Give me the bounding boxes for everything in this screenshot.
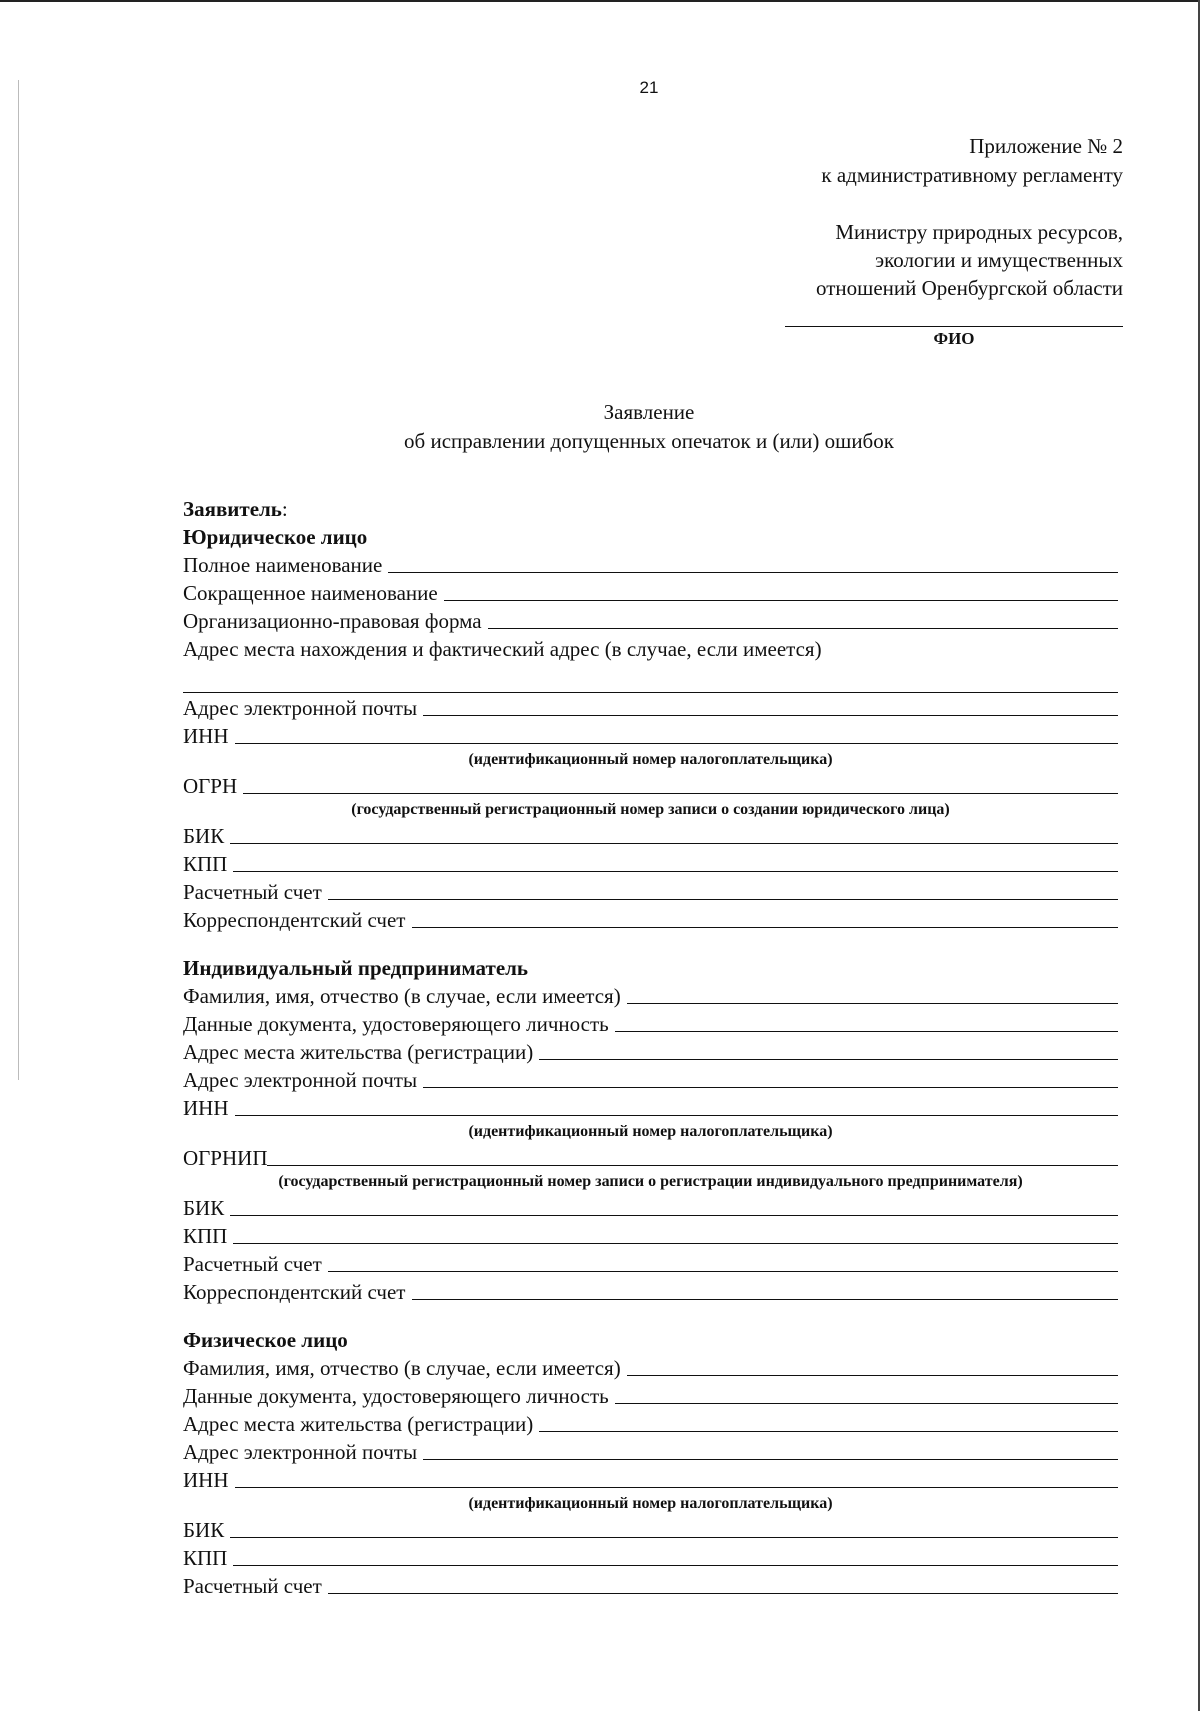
field-label: Адрес места жительства (регистрации)	[183, 1412, 534, 1436]
ie-email-field[interactable]	[423, 1087, 1118, 1088]
ie-id-document-field[interactable]	[615, 1031, 1118, 1032]
np-account-field[interactable]	[328, 1593, 1118, 1594]
np-residence-field[interactable]	[539, 1431, 1118, 1432]
legal-ogrn-caption: (государственный регистрационный номер записи о создании юридического лица)	[351, 801, 950, 818]
np-id-document-field[interactable]	[615, 1403, 1118, 1404]
ie-bik-field[interactable]	[230, 1215, 1118, 1216]
legal-account-field[interactable]	[328, 899, 1118, 900]
scan-border-top	[0, 0, 1200, 2]
field-label: БИК	[183, 1196, 225, 1220]
field-label: Расчетный счет	[183, 1574, 322, 1598]
legal-inn-field[interactable]	[235, 743, 1119, 744]
np-kpp-field[interactable]	[233, 1565, 1118, 1566]
legal-short-name-row	[183, 578, 1118, 606]
addressee-line-1: Министру природных ресурсов,	[835, 220, 1123, 244]
ie-kpp-field[interactable]	[233, 1243, 1118, 1244]
appendix-reference	[821, 132, 1123, 190]
field-label: Данные документа, удостоверяющего личность	[183, 1012, 609, 1036]
ie-email-row	[183, 1065, 1118, 1093]
np-residence-row	[183, 1409, 1118, 1437]
ie-corr-account-field[interactable]	[412, 1299, 1119, 1300]
field-label: ОГРНИП	[183, 1146, 268, 1170]
legal-bik-field[interactable]	[230, 843, 1118, 844]
section-spacer	[183, 933, 1118, 953]
ie-ogrnip-field[interactable]	[267, 1165, 1118, 1166]
page-number: 21	[639, 78, 659, 97]
np-bik-row	[183, 1515, 1118, 1543]
field-label: Корреспондентский счет	[183, 908, 406, 932]
legal-address-label: Адрес места нахождения и фактический адрес (в случае, если имеется)	[183, 637, 822, 661]
legal-inn-row	[183, 721, 1118, 749]
ie-inn-row	[183, 1093, 1118, 1121]
field-label: Адрес электронной почты	[183, 1068, 418, 1092]
ie-bik-row	[183, 1193, 1118, 1221]
ie-kpp-row	[183, 1221, 1118, 1249]
applicant-colon: :	[281, 497, 288, 521]
legal-kpp-row	[183, 849, 1118, 877]
field-label: Корреспондентский счет	[183, 1280, 406, 1304]
applicant-heading	[183, 494, 1118, 522]
ie-full-name-field[interactable]	[627, 1003, 1118, 1004]
legal-form-row	[183, 606, 1118, 634]
legal-email-field[interactable]	[423, 715, 1118, 716]
field-label: Сокращенное наименование	[183, 581, 438, 605]
np-bik-field[interactable]	[230, 1537, 1118, 1538]
ie-ogrnip-caption: (государственный регистрационный номер записи о регистрации индивидуального предпринимателя)	[278, 1173, 1023, 1190]
field-label: Фамилия, имя, отчество (в случае, если имеется)	[183, 984, 621, 1008]
field-label: БИК	[183, 824, 225, 848]
field-label: ОГРН	[183, 774, 238, 798]
addressee-block	[816, 218, 1123, 302]
field-label: КПП	[183, 1224, 228, 1248]
legal-full-name-field[interactable]	[388, 572, 1118, 573]
field-label: Адрес места жительства (регистрации)	[183, 1040, 534, 1064]
addressee-line-2: экологии и имущественных	[875, 248, 1123, 272]
field-label: БИК	[183, 1518, 225, 1542]
field-label: Расчетный счет	[183, 1252, 322, 1276]
field-label: Данные документа, удостоверяющего личность	[183, 1384, 609, 1408]
legal-corr-account-field[interactable]	[412, 927, 1119, 928]
legal-email-row	[183, 693, 1118, 721]
field-label: Адрес электронной почты	[183, 1440, 418, 1464]
ie-inn-caption: (идентификационный номер налогоплательщика)	[468, 1123, 833, 1140]
legal-account-row	[183, 877, 1118, 905]
np-inn-field[interactable]	[235, 1487, 1119, 1488]
np-full-name-row	[183, 1353, 1118, 1381]
ie-residence-row	[183, 1037, 1118, 1065]
field-label: Фамилия, имя, отчество (в случае, если имеется)	[183, 1356, 621, 1380]
addressee-fio-field[interactable]	[785, 326, 1123, 327]
ie-account-row	[183, 1249, 1118, 1277]
field-label: Расчетный счет	[183, 880, 322, 904]
application-form	[183, 494, 1118, 1599]
np-full-name-field[interactable]	[627, 1375, 1118, 1376]
np-inn-row	[183, 1465, 1118, 1493]
entrepreneur-heading: Индивидуальный предприниматель	[183, 956, 529, 980]
ie-residence-field[interactable]	[539, 1059, 1118, 1060]
field-label: ИНН	[183, 724, 229, 748]
fio-caption: ФИО	[933, 329, 975, 348]
field-label: Полное наименование	[183, 553, 383, 577]
ie-id-document-row	[183, 1009, 1118, 1037]
field-label: КПП	[183, 852, 228, 876]
appendix-line-2: к административному регламенту	[821, 163, 1123, 187]
legal-bik-row	[183, 821, 1118, 849]
ie-corr-account-row	[183, 1277, 1118, 1305]
field-label: ИНН	[183, 1468, 229, 1492]
legal-full-name-row	[183, 550, 1118, 578]
ie-inn-field[interactable]	[235, 1115, 1119, 1116]
appendix-line-1: Приложение № 2	[969, 134, 1123, 158]
ie-account-field[interactable]	[328, 1271, 1118, 1272]
title-line-2: об исправлении допущенных опечаток и (или) ошибок	[404, 429, 894, 453]
legal-kpp-field[interactable]	[233, 871, 1118, 872]
legal-short-name-field[interactable]	[444, 600, 1118, 601]
field-label: ИНН	[183, 1096, 229, 1120]
field-label: Организационно-правовая форма	[183, 609, 482, 633]
field-label: Адрес электронной почты	[183, 696, 418, 720]
title-line-1: Заявление	[603, 400, 695, 424]
section-spacer	[183, 1305, 1118, 1325]
legal-inn-caption: (идентификационный номер налогоплательщика)	[468, 751, 833, 768]
np-id-document-row	[183, 1381, 1118, 1409]
ie-ogrnip-row	[183, 1143, 1118, 1171]
field-label: КПП	[183, 1546, 228, 1570]
document-title	[0, 398, 1200, 456]
np-inn-caption: (идентификационный номер налогоплательщика)	[468, 1495, 833, 1512]
legal-form-field[interactable]	[488, 628, 1118, 629]
legal-corr-account-row	[183, 905, 1118, 933]
applicant-label: Заявитель	[183, 497, 282, 521]
natural-person-heading: Физическое лицо	[183, 1328, 348, 1352]
scan-border-left	[18, 80, 19, 1080]
legal-ogrn-row	[183, 771, 1118, 799]
legal-ogrn-field[interactable]	[243, 793, 1118, 794]
np-email-row	[183, 1437, 1118, 1465]
np-kpp-row	[183, 1543, 1118, 1571]
addressee-line-3: отношений Оренбургской области	[816, 276, 1123, 300]
ie-full-name-row	[183, 981, 1118, 1009]
np-account-row	[183, 1571, 1118, 1599]
np-email-field[interactable]	[423, 1459, 1118, 1460]
legal-entity-heading: Юридическое лицо	[183, 525, 368, 549]
legal-address-field[interactable]	[183, 662, 1118, 693]
